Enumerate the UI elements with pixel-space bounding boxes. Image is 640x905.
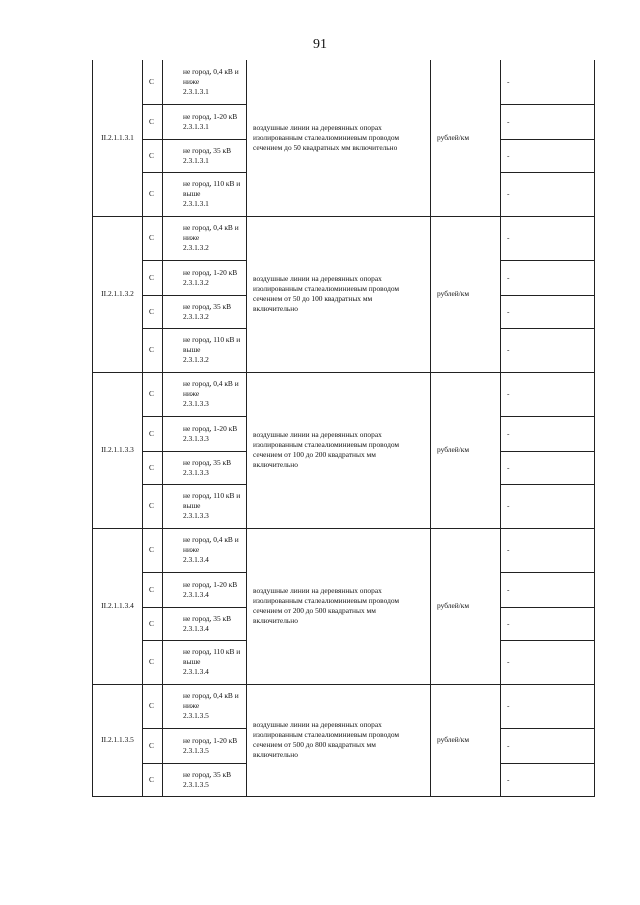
rate-value: - xyxy=(501,172,595,216)
voltage-class-cell xyxy=(163,607,247,640)
line-description-text: включительно xyxy=(253,303,298,313)
voltage-class-line: выше xyxy=(183,501,201,511)
rate-value: - xyxy=(501,640,595,684)
voltage-class-cell xyxy=(163,104,247,139)
category-letter: С xyxy=(143,763,163,796)
category-letter: С xyxy=(143,60,163,104)
voltage-class-line: 2.3.1.3.1 xyxy=(183,155,209,165)
voltage-class-line: 2.3.1.3.5 xyxy=(183,745,209,755)
voltage-class-line: 2.3.1.3.4 xyxy=(183,623,209,633)
voltage-class-line: ниже xyxy=(183,233,200,243)
line-description-text: воздушные линии на деревянных опорах xyxy=(253,430,382,440)
voltage-class-line: не город, 1-20 кВ xyxy=(183,267,238,277)
voltage-class-line: 2.3.1.3.1 xyxy=(183,86,209,96)
line-description-text: воздушные линии на деревянных опорах xyxy=(253,586,382,596)
category-letter: С xyxy=(143,104,163,139)
voltage-class-line: не город, 35 кВ xyxy=(183,301,232,311)
voltage-class-line: 2.3.1.3.2 xyxy=(183,277,209,287)
voltage-class-line: не город, 1-20 кВ xyxy=(183,579,238,589)
rate-value: - xyxy=(501,260,595,295)
line-description-text: изолированным сталеалюминиевым проводом xyxy=(253,440,400,450)
voltage-class-line: ниже xyxy=(183,701,200,711)
tariff-table-body xyxy=(93,60,595,796)
rate-value: - xyxy=(501,372,595,416)
voltage-class-line: не город, 0,4 кВ и xyxy=(183,379,239,389)
voltage-class-line: не город, 0,4 кВ и xyxy=(183,67,239,77)
line-description-text: воздушные линии на деревянных опорах xyxy=(253,123,382,133)
line-description-text: сечением до 50 квадратных мм включительно xyxy=(253,142,398,152)
rate-value: - xyxy=(501,528,595,572)
category-letter: С xyxy=(143,451,163,484)
item-code: II.2.1.1.3.3 xyxy=(93,372,143,528)
voltage-class-line: не город, 110 кВ и xyxy=(183,179,241,189)
voltage-class-line: не город, 1-20 кВ xyxy=(183,111,238,121)
table-row xyxy=(93,372,595,416)
voltage-class-line: не город, 110 кВ и xyxy=(183,647,241,657)
rate-value: - xyxy=(501,295,595,328)
unit-of-measure: рублей/км xyxy=(431,372,501,528)
item-code: II.2.1.1.3.5 xyxy=(93,684,143,796)
voltage-class-cell xyxy=(163,528,247,572)
voltage-class-cell xyxy=(163,372,247,416)
voltage-class-cell xyxy=(163,763,247,796)
voltage-class-line: 2.3.1.3.3 xyxy=(183,510,209,520)
voltage-class-line: 2.3.1.3.4 xyxy=(183,554,209,564)
line-description xyxy=(247,216,431,372)
unit-of-measure: рублей/км xyxy=(431,528,501,684)
line-description-text: изолированным сталеалюминиевым проводом xyxy=(253,132,400,142)
voltage-class-line: 2.3.1.3.2 xyxy=(183,242,209,252)
line-description-text: включительно xyxy=(253,749,298,759)
voltage-class-cell xyxy=(163,172,247,216)
voltage-class-cell xyxy=(163,139,247,172)
page-number: 91 xyxy=(313,37,327,52)
unit-of-measure: рублей/км xyxy=(431,684,501,796)
voltage-class-cell xyxy=(163,728,247,763)
category-letter: С xyxy=(143,139,163,172)
rate-value: - xyxy=(501,328,595,372)
voltage-class-line: не город, 35 кВ xyxy=(183,457,232,467)
item-code: II.2.1.1.3.1 xyxy=(93,60,143,216)
voltage-class-line: не город, 0,4 кВ и xyxy=(183,691,239,701)
voltage-class-cell xyxy=(163,484,247,528)
voltage-class-line: 2.3.1.3.2 xyxy=(183,311,209,321)
voltage-class-cell xyxy=(163,216,247,260)
voltage-class-line: 2.3.1.3.4 xyxy=(183,589,209,599)
voltage-class-cell xyxy=(163,572,247,607)
category-letter: С xyxy=(143,607,163,640)
category-letter: С xyxy=(143,640,163,684)
voltage-class-cell xyxy=(163,60,247,104)
table-row xyxy=(93,60,595,104)
voltage-class-line: не город, 110 кВ и xyxy=(183,491,241,501)
voltage-class-line: не город, 1-20 кВ xyxy=(183,423,238,433)
voltage-class-line: ниже xyxy=(183,76,200,86)
category-letter: С xyxy=(143,216,163,260)
voltage-class-line: ниже xyxy=(183,545,200,555)
voltage-class-cell xyxy=(163,684,247,728)
category-letter: С xyxy=(143,172,163,216)
line-description-text: изолированным сталеалюминиевым проводом xyxy=(253,284,400,294)
rate-value: - xyxy=(501,104,595,139)
voltage-class-line: выше xyxy=(183,657,201,667)
category-letter: С xyxy=(143,328,163,372)
category-letter: С xyxy=(143,684,163,728)
line-description-text: изолированным сталеалюминиевым проводом xyxy=(253,596,400,606)
line-description xyxy=(247,528,431,684)
voltage-class-line: 2.3.1.3.3 xyxy=(183,398,209,408)
voltage-class-line: не город, 35 кВ xyxy=(183,613,232,623)
voltage-class-cell xyxy=(163,295,247,328)
rate-value: - xyxy=(501,484,595,528)
category-letter: С xyxy=(143,295,163,328)
rate-value: - xyxy=(501,728,595,763)
voltage-class-line: не город, 0,4 кВ и xyxy=(183,535,239,545)
table-row xyxy=(93,216,595,260)
unit-of-measure: рублей/км xyxy=(431,60,501,216)
category-letter: С xyxy=(143,572,163,607)
line-description-text: сечением от 200 до 500 квадратных мм xyxy=(253,606,376,615)
rate-value: - xyxy=(501,216,595,260)
line-description-text: сечением от 100 до 200 квадратных мм xyxy=(253,450,376,459)
category-letter: С xyxy=(143,416,163,451)
line-description-text: воздушные линии на деревянных опорах xyxy=(253,274,382,284)
voltage-class-cell xyxy=(163,416,247,451)
voltage-class-cell xyxy=(163,328,247,372)
rate-value: - xyxy=(501,451,595,484)
voltage-class-line: ниже xyxy=(183,389,200,399)
voltage-class-cell xyxy=(163,640,247,684)
line-description xyxy=(247,372,431,528)
voltage-class-line: не город, 1-20 кВ xyxy=(183,735,238,745)
voltage-class-line: 2.3.1.3.5 xyxy=(183,779,209,789)
category-letter: С xyxy=(143,528,163,572)
voltage-class-line: не город, 110 кВ и xyxy=(183,335,241,345)
voltage-class-line: 2.3.1.3.3 xyxy=(183,467,209,477)
voltage-class-line: не город, 35 кВ xyxy=(183,769,232,779)
voltage-class-line: не город, 0,4 кВ и xyxy=(183,223,239,233)
line-description-text: включительно xyxy=(253,459,298,469)
line-description xyxy=(247,684,431,796)
voltage-class-line: выше xyxy=(183,345,201,355)
category-letter: С xyxy=(143,372,163,416)
voltage-class-line: не город, 35 кВ xyxy=(183,145,232,155)
line-description-text: сечением от 50 до 100 квадратных мм xyxy=(253,294,373,303)
line-description xyxy=(247,60,431,216)
line-description-text: воздушные линии на деревянных опорах xyxy=(253,720,382,730)
rate-value: - xyxy=(501,607,595,640)
voltage-class-line: 2.3.1.3.4 xyxy=(183,666,209,676)
rate-value: - xyxy=(501,60,595,104)
item-code: II.2.1.1.3.4 xyxy=(93,528,143,684)
line-description-text: включительно xyxy=(253,615,298,625)
category-letter: С xyxy=(143,728,163,763)
line-description-text: изолированным сталеалюминиевым проводом xyxy=(253,730,400,740)
table-row xyxy=(93,684,595,728)
line-description-text: сечением от 500 до 800 квадратных мм xyxy=(253,740,376,749)
voltage-class-line: 2.3.1.3.3 xyxy=(183,433,209,443)
rate-value: - xyxy=(501,684,595,728)
rate-value: - xyxy=(501,416,595,451)
table-row xyxy=(93,528,595,572)
voltage-class-cell xyxy=(163,260,247,295)
voltage-class-line: 2.3.1.3.1 xyxy=(183,198,209,208)
category-letter: С xyxy=(143,260,163,295)
item-code: II.2.1.1.3.2 xyxy=(93,216,143,372)
voltage-class-cell xyxy=(163,451,247,484)
unit-of-measure: рублей/км xyxy=(431,216,501,372)
category-letter: С xyxy=(143,484,163,528)
tariff-table xyxy=(92,60,595,797)
rate-value: - xyxy=(501,139,595,172)
rate-value: - xyxy=(501,572,595,607)
rate-value: - xyxy=(501,763,595,796)
voltage-class-line: 2.3.1.3.1 xyxy=(183,121,209,131)
voltage-class-line: 2.3.1.3.2 xyxy=(183,354,209,364)
voltage-class-line: выше xyxy=(183,189,201,199)
voltage-class-line: 2.3.1.3.5 xyxy=(183,710,209,720)
